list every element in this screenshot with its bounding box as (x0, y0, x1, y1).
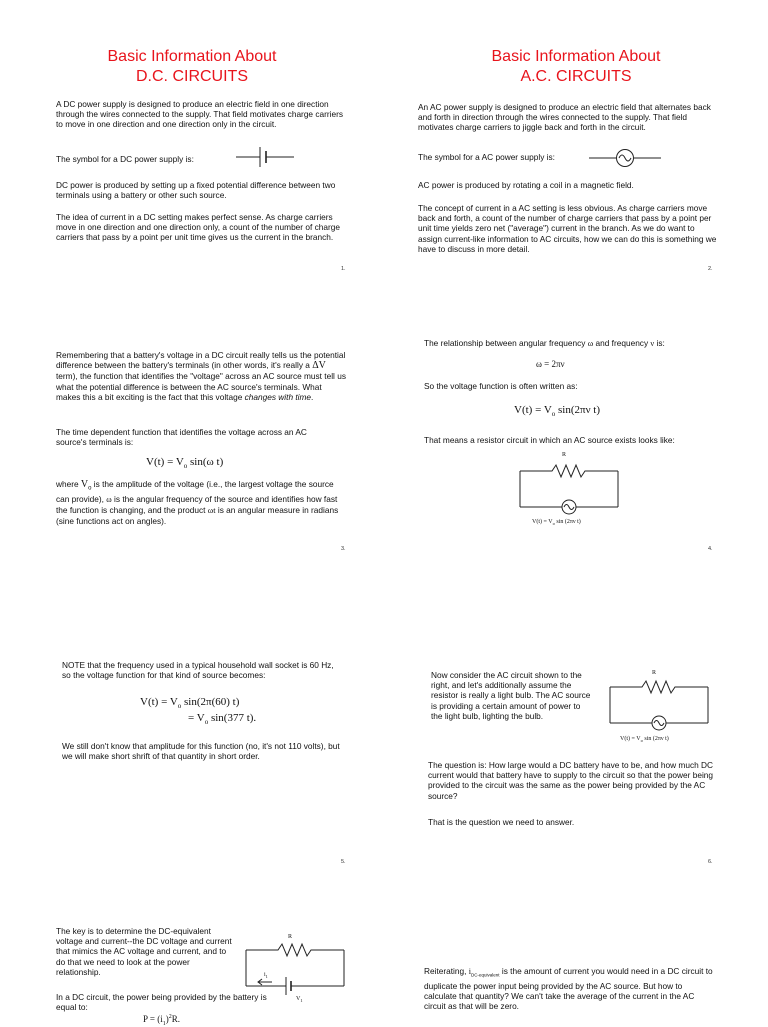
slide-6-ac-circuit-diagram-icon (610, 678, 710, 728)
slide-1-paragraph-2: DC power is produced by setting up a fixed potential difference between two terminals using a battery or other such source. (56, 180, 336, 201)
delta-v-symbol: ΔV (312, 360, 326, 372)
slide-1-page-number: 1. (341, 266, 346, 272)
slide-1-paragraph-1: A DC power supply is designed to produce an electric field in one direction through the wires connected to the supply. That field motivates charge carriers to move in one direction and one direction only in the circuit. (56, 99, 344, 130)
slide-3-equation: $V(t) = V_o$ sin(ω t) (146, 456, 224, 471)
slide-5-paragraph-1: NOTE that the frequency used in a typical household wall socket is 60 Hz, so the voltage function for that kind of source becomes: (62, 660, 334, 681)
slide-6-resistor-label: R (652, 670, 657, 676)
slide-1-title-line-2: D.C. CIRCUITS (136, 68, 248, 85)
slide-1 (0, 0, 384, 280)
slide-6 (384, 560, 768, 865)
slide-4-paragraph-3: That means a resistor circuit in which an AC source exists looks like: (424, 435, 675, 445)
slide-4-equation-1: ω = 2πν (536, 359, 565, 369)
slide-4 (384, 280, 768, 560)
slide-2-page-number: 2. (708, 266, 713, 272)
slide-4-source-label: $V(t) = V_o$ sin (2πν t) (532, 519, 581, 527)
slide-1-symbol-text: The symbol for a DC power supply is: (56, 154, 194, 164)
slide-7 (0, 880, 384, 1027)
slide-6-paragraph-1: Now consider the AC circuit shown to the right, and let's additionally assume the resistor is really a light bulb. The AC source is providing a certain amount of power to the light bulb, lighting the bulb. (431, 670, 591, 721)
dc-battery-symbol-icon (236, 146, 296, 168)
ac-source-symbol-icon (589, 148, 661, 168)
slide-3-page-number: 3. (341, 546, 346, 552)
slide-3-paragraph-2: The time dependent function that identifies the voltage across an AC source's terminals is: (56, 427, 307, 448)
slide-5-page-number: 5. (341, 859, 346, 865)
slide-2 (384, 0, 768, 280)
slide-2-symbol-text: The symbol for a AC power supply is: (418, 152, 555, 162)
slide-5 (0, 560, 384, 865)
slide-2-paragraph-2: AC power is produced by rotating a coil in a magnetic field. (418, 180, 634, 190)
slide-7-paragraph-1: The key is to determine the DC-equivalent voltage and current--the DC voltage and current that mimics the AC voltage and current, and to do that we need to look at the power relationship. (56, 926, 232, 977)
slide-4-paragraph-1: The relationship between angular frequency ω and frequency ν is: (424, 338, 665, 348)
slide-2-title-line-1: Basic Information About (491, 48, 661, 65)
slide-8 (384, 880, 768, 1024)
slide-4-ac-circuit-diagram-icon (520, 460, 620, 512)
slide-7-resistor-label: R (288, 934, 293, 940)
slide-2-paragraph-3: The concept of current in a AC setting is less obvious. As charge carriers move back and forth, a count of the number of charge carriers that pass by a point per unit time yields zero net ("average") current in the branch. As we do want to assign current-like information to AC circuits, how we can do this is something we have to discuss in more detail. (418, 203, 717, 254)
slide-5-equation-2: = $V_o$ sin(377 t). (188, 712, 257, 727)
slide-8-paragraph-1: Reiterating, $i_{DC-equivalent}$ is the amount of current you would need in a DC circuit to duplicate the power input being provided by the AC source. But how to calculate that quantity? We can't take the average of the current in the AC circuit as that will be zero. (424, 966, 713, 1012)
slide-2-title-line-2: A.C. CIRCUITS (520, 68, 632, 85)
slide-3-paragraph-3: where $V_o$ is the amplitude of the voltage (i.e., the largest voltage the source can provide), ω is the angular frequency of the source and identifies how fast the function is changing, and the product ωt is an angular measure in radians (sine functions act on angles). (56, 479, 339, 527)
slide-6-paragraph-3: That is the question we need to answer. (428, 817, 575, 827)
slide-2-paragraph-1: An AC power supply is designed to produce an electric field that alternates back and forth in direction through the wires connected to the supply. That field motivates charge carriers to jiggle back and forth in the circuit. (418, 102, 711, 133)
slide-7-dc-circuit-diagram-icon (246, 940, 346, 1000)
slide-4-equation-2: $V(t) = V_o$ sin(2πν t) (514, 404, 601, 419)
slide-5-equation-1: $V(t) = V_o$ sin(2π(60) t) (140, 696, 240, 711)
slide-7-equation-1: $P = (i_1)^2R$. (143, 1014, 181, 1027)
slide-6-page-number: 6. (708, 859, 713, 865)
slide-5-paragraph-2: We still don't know that amplitude for this function (no, it's not 110 volts), but we will make short shrift of that quantity in short order. (62, 741, 340, 762)
slide-7-paragraph-2: In a DC circuit, the power being provided by the battery is equal to: (56, 992, 267, 1013)
slide-4-page-number: 4. (708, 546, 713, 552)
slide-6-paragraph-2: The question is: How large would a DC battery have to be, and how much DC current would that battery have to supply to the circuit so that the power being provided to the circuit was the same as the power being provided by the AC source? (428, 760, 714, 801)
slide-1-title-line-1: Basic Information About (107, 48, 277, 65)
slide-4-resistor-label: R (562, 452, 567, 458)
slide-3-paragraph-1: Remembering that a battery's voltage in a DC circuit really tells us the potential difference between the battery's terminals (in other words, it's really a ΔV term), the function that identifies the "voltage" across an AC source must tell us what the potential difference is between the AC source's terminals. What makes this a bit exciting is the fact that this voltage changes with time. (56, 350, 346, 402)
slide-7-battery-label: $V_1$ (296, 996, 303, 1004)
slide-1-paragraph-3: The idea of current in a DC setting makes perfect sense. As charge carriers move in one direction and one direction only, a count of the number of charge carriers that pass by a point per unit time gives us the current in the branch. (56, 212, 340, 243)
slide-4-paragraph-2: So the voltage function is often written as: (424, 381, 578, 391)
slide-6-source-label: $V(t) = V_o$ sin (2πν t) (620, 736, 669, 744)
slide-7-current-label: $i_1$ (264, 972, 268, 980)
slide-3 (0, 280, 384, 560)
